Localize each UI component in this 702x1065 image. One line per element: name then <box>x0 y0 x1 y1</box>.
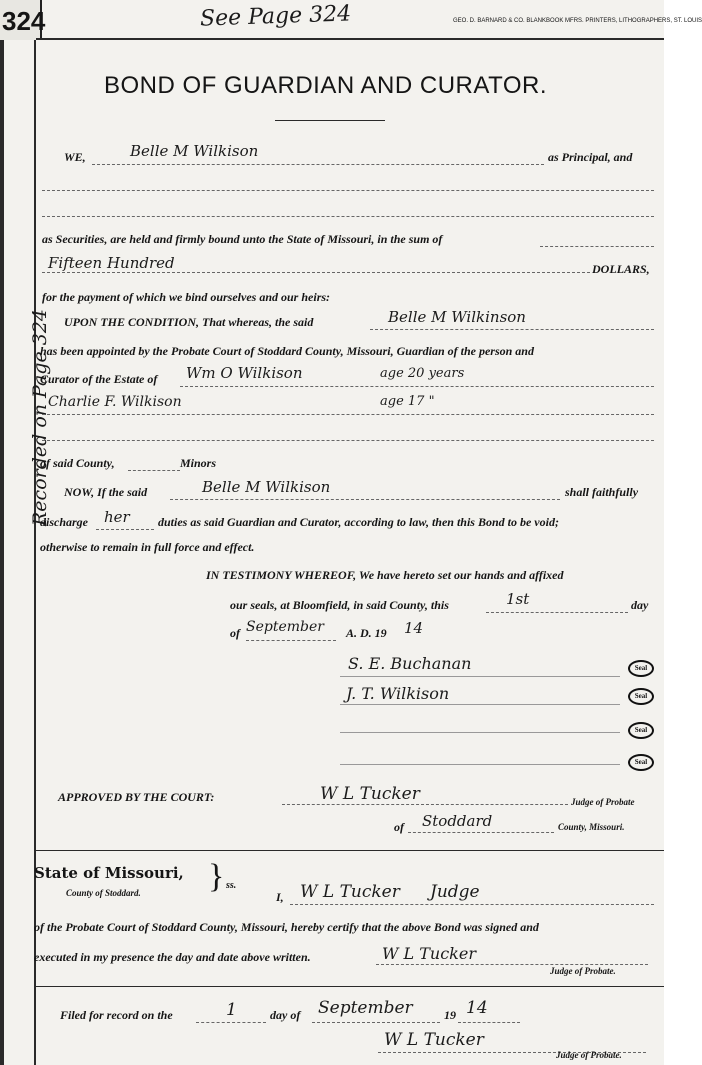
we-label: WE, <box>64 150 86 164</box>
certificate-executed-text: executed in my presence the day and date above written. <box>34 950 311 964</box>
testimony-year: 14 <box>404 619 424 637</box>
now-name: Belle M Wilkison <box>202 478 331 496</box>
filing-text: Filed for record on the <box>60 1008 173 1022</box>
minor2-name: Charlie F. Wilkison <box>48 394 182 410</box>
curator-text: Curator of the Estate of <box>40 372 158 386</box>
approval-county: Stoddard <box>422 812 493 830</box>
left-margin-rule-inner <box>34 40 36 1065</box>
filing-day: 1 <box>226 1000 237 1020</box>
payment-text: for the payment of which we bind ourselves and our heirs: <box>42 290 331 304</box>
seal-1: Seal <box>628 660 654 677</box>
certificate-judge-name: W L Tucker <box>300 882 400 902</box>
seal-3: Seal <box>628 722 654 739</box>
certificate-signature: W L Tucker <box>382 944 476 963</box>
appointed-text: has been appointed by the Probate Court of Stoddard County, Missouri, Guardian of the person and <box>40 344 534 358</box>
filing-day-of: day of <box>270 1008 301 1022</box>
certificate-judge-of-probate: Judge of Probate. <box>550 966 616 976</box>
page-number: 324 <box>2 6 46 36</box>
left-margin-rule <box>0 38 4 1065</box>
now-text: NOW, If the said <box>64 485 148 499</box>
certificate-brace: } <box>208 858 225 895</box>
said-county-label: of said County, <box>40 456 115 470</box>
approval-of-label: of <box>394 820 404 834</box>
testimony-of-label: of <box>230 626 240 640</box>
seal-2: Seal <box>628 688 654 705</box>
certificate-county: County of Stoddard. <box>66 888 141 898</box>
minor1-age: age 20 years <box>380 366 465 381</box>
testimony-ad-label: A. D. 19 <box>346 626 387 640</box>
condition-text: UPON THE CONDITION, That whereas, the said <box>64 315 314 329</box>
pronoun: her <box>104 508 130 526</box>
discharge-label: discharge <box>40 515 88 529</box>
title-underline <box>275 120 385 121</box>
otherwise-text: otherwise to remain in full force and effect. <box>40 540 255 554</box>
testimony-day-label: day <box>631 598 649 612</box>
dollars-label: DOLLARS, <box>592 262 650 276</box>
guardian-name: Belle M Wilkinson <box>388 308 526 326</box>
minor2-age: age 17 " <box>380 394 435 409</box>
certificate-judge-title: Judge <box>430 882 480 902</box>
testimony-line2: our seals, at Bloomfield, in said County, this <box>230 598 449 612</box>
approval-judge-signature: W L Tucker <box>320 784 420 804</box>
section-divider-2 <box>36 986 664 987</box>
filing-month: September <box>318 998 413 1018</box>
header-rule <box>36 38 664 40</box>
document-title: BOND OF GUARDIAN AND CURATOR. <box>104 72 547 99</box>
certificate-state: State of Missouri, <box>34 864 184 882</box>
minors-label: Minors <box>180 456 217 470</box>
approval-judge-of-probate: Judge of Probate <box>571 797 635 807</box>
testimony-day: 1st <box>506 590 530 608</box>
signer2-signature: J. T. Wilkison <box>346 684 450 703</box>
seal-4: Seal <box>628 754 654 771</box>
filing-signature: W L Tucker <box>384 1030 484 1050</box>
testimony-line1: IN TESTIMONY WHEREOF, We have hereto set our hands and affixed <box>206 568 564 582</box>
see-page-note: See Page 324 <box>199 1 352 32</box>
duties-text: duties as said Guardian and Curator, according to law, then this Bond to be void; <box>158 515 559 529</box>
certificate-ss: ss. <box>226 880 237 891</box>
filing-judge-of-probate: Judge of Probate. <box>556 1050 622 1060</box>
filing-year-prefix: 19 <box>444 1008 456 1022</box>
as-principal-label: as Principal, and <box>548 150 633 164</box>
approved-label: APPROVED BY THE COURT: <box>58 790 215 804</box>
section-divider <box>36 850 664 851</box>
shall-faithfully-label: shall faithfully <box>565 485 639 499</box>
printer-imprint: GEO. D. BARNARD & CO. BLANKBOOK MFRS. PRINTERS, LITHOGRAPHERS, ST. LOUIS <box>453 18 702 24</box>
testimony-month: September <box>246 619 324 635</box>
certificate-i-label: I, <box>276 890 284 904</box>
filing-year: 14 <box>466 998 488 1018</box>
signer1-signature: S. E. Buchanan <box>348 654 472 673</box>
principal-name: Belle M Wilkison <box>130 142 259 160</box>
securities-text: as Securities, are held and firmly bound unto the State of Missouri, in the sum of <box>42 232 443 246</box>
approval-county-missouri: County, Missouri. <box>558 822 625 832</box>
recorded-margin-note: Recorded on Page 324 <box>29 308 51 526</box>
minor1-name: Wm O Wilkison <box>186 364 303 382</box>
sum-written: Fifteen Hundred <box>48 254 175 272</box>
certificate-certify-text: of the Probate Court of Stoddard County, Missouri, hereby certify that the above Bond was signed and <box>34 920 539 934</box>
